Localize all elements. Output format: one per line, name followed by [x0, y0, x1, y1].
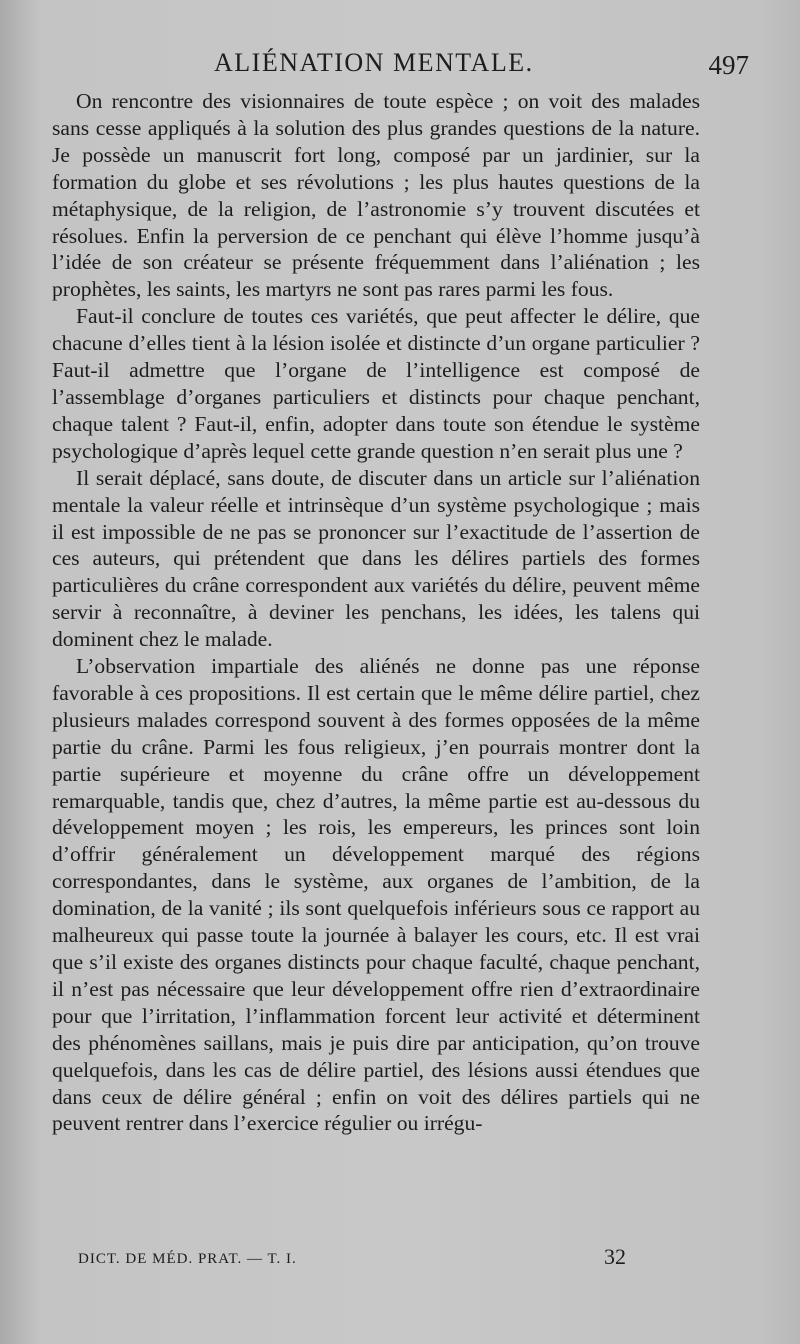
page-number: 497 [708, 50, 749, 80]
running-head [52, 48, 749, 88]
signature-mark: DICT. DE MÉD. PRAT. — T. I. [78, 1251, 297, 1267]
paragraph-observation: L’observation impartiale des aliénés ne donne pas une réponse favorable à ces propositions. Il est certain que le même délire partiel, chez plusieurs malades correspond souvent à des formes opposées de la même partie du crâne. Parmi les fous religieux, j’en pourrais montrer dont la partie supérieure et moyenne du crâne offre un développement remarquable, tandis que, chez d’autres, la même partie est au-dessous du développement moyen ; les rois, les empereurs, les princes sont loin d’offrir généralement un développement marqué des régions correspondantes, dans le système, aux organes de l’ambition, de la domination, de la vanité ; ils sont quelquefois inférieurs sous ce rapport au malheureux qui passe toute la journée à balayer les cours, etc. Il est vrai que s’il existe des organes distincts pour chaque faculté, chaque penchant, il n’est pas nécessaire que leur développement offre rien d’extraordinaire pour que l’irritation, l’inflammation forcent leur activité et déterminent des phénomènes saillans, mais je puis dire par anticipation, qu’on trouve quelquefois, dans les cas de délire partiel, des lésions aussi étendues que dans ceux de délire général ; enfin on voit des délires partiels qui ne peuvent rentrer dans l’exercice régulier ou irrégu- [52, 654, 700, 1136]
page-footer [78, 1244, 638, 1278]
paragraph-il-serait: Il serait déplacé, sans doute, de discuter dans un article sur l’aliénation mentale la valeur réelle et intrinsèque d’un système psychologique ; mais il est impossible de ne pas se prononcer sur l’exactitude de l’assertion de ces auteurs, qui prétendent que dans les délires partiels des formes particulières du crâne correspondent aux variétés du délire, peuvent même servir à reconnaître, à deviner les penchans, les idées, les talens qui dominent chez le malade. [52, 465, 700, 652]
running-title: ALIÉNATION MENTALE. [214, 48, 534, 77]
body-text [52, 88, 700, 1137]
paragraph-visionnaires: On rencontre des visionnaires de toute espèce ; on voit des malades sans cesse appliqués à la solution des plus grandes questions de la nature. Je possède un manuscrit fort long, composé par un jardinier, sur la formation du globe et ses révolutions ; les plus hautes questions de la métaphysique, de la religion, de l’astronomie s’y trouvent discutées et résolues. Enfin la perversion de ce penchant qui élève l’homme jusqu’à l’idée de son créateur se présente fréquemment dans l’aliénation ; les prophètes, les saints, les martyrs ne sont pas rares parmi les fous. [52, 89, 700, 302]
sheet-number: 32 [604, 1244, 626, 1269]
paragraph-faut-il: Faut-il conclure de toutes ces variétés, que peut affecter le délire, que chacune d’elles tient à la lésion isolée et distincte d’un organe particulier ? Faut-il admettre que l’organe de l’intelligence est composé de l’assemblage d’organes particuliers et distincts pour chaque penchant, chaque talent ? Faut-il, enfin, adopter dans toute son étendue le système psychologique d’après lequel cette grande question n’en serait plus une ? [52, 304, 700, 463]
